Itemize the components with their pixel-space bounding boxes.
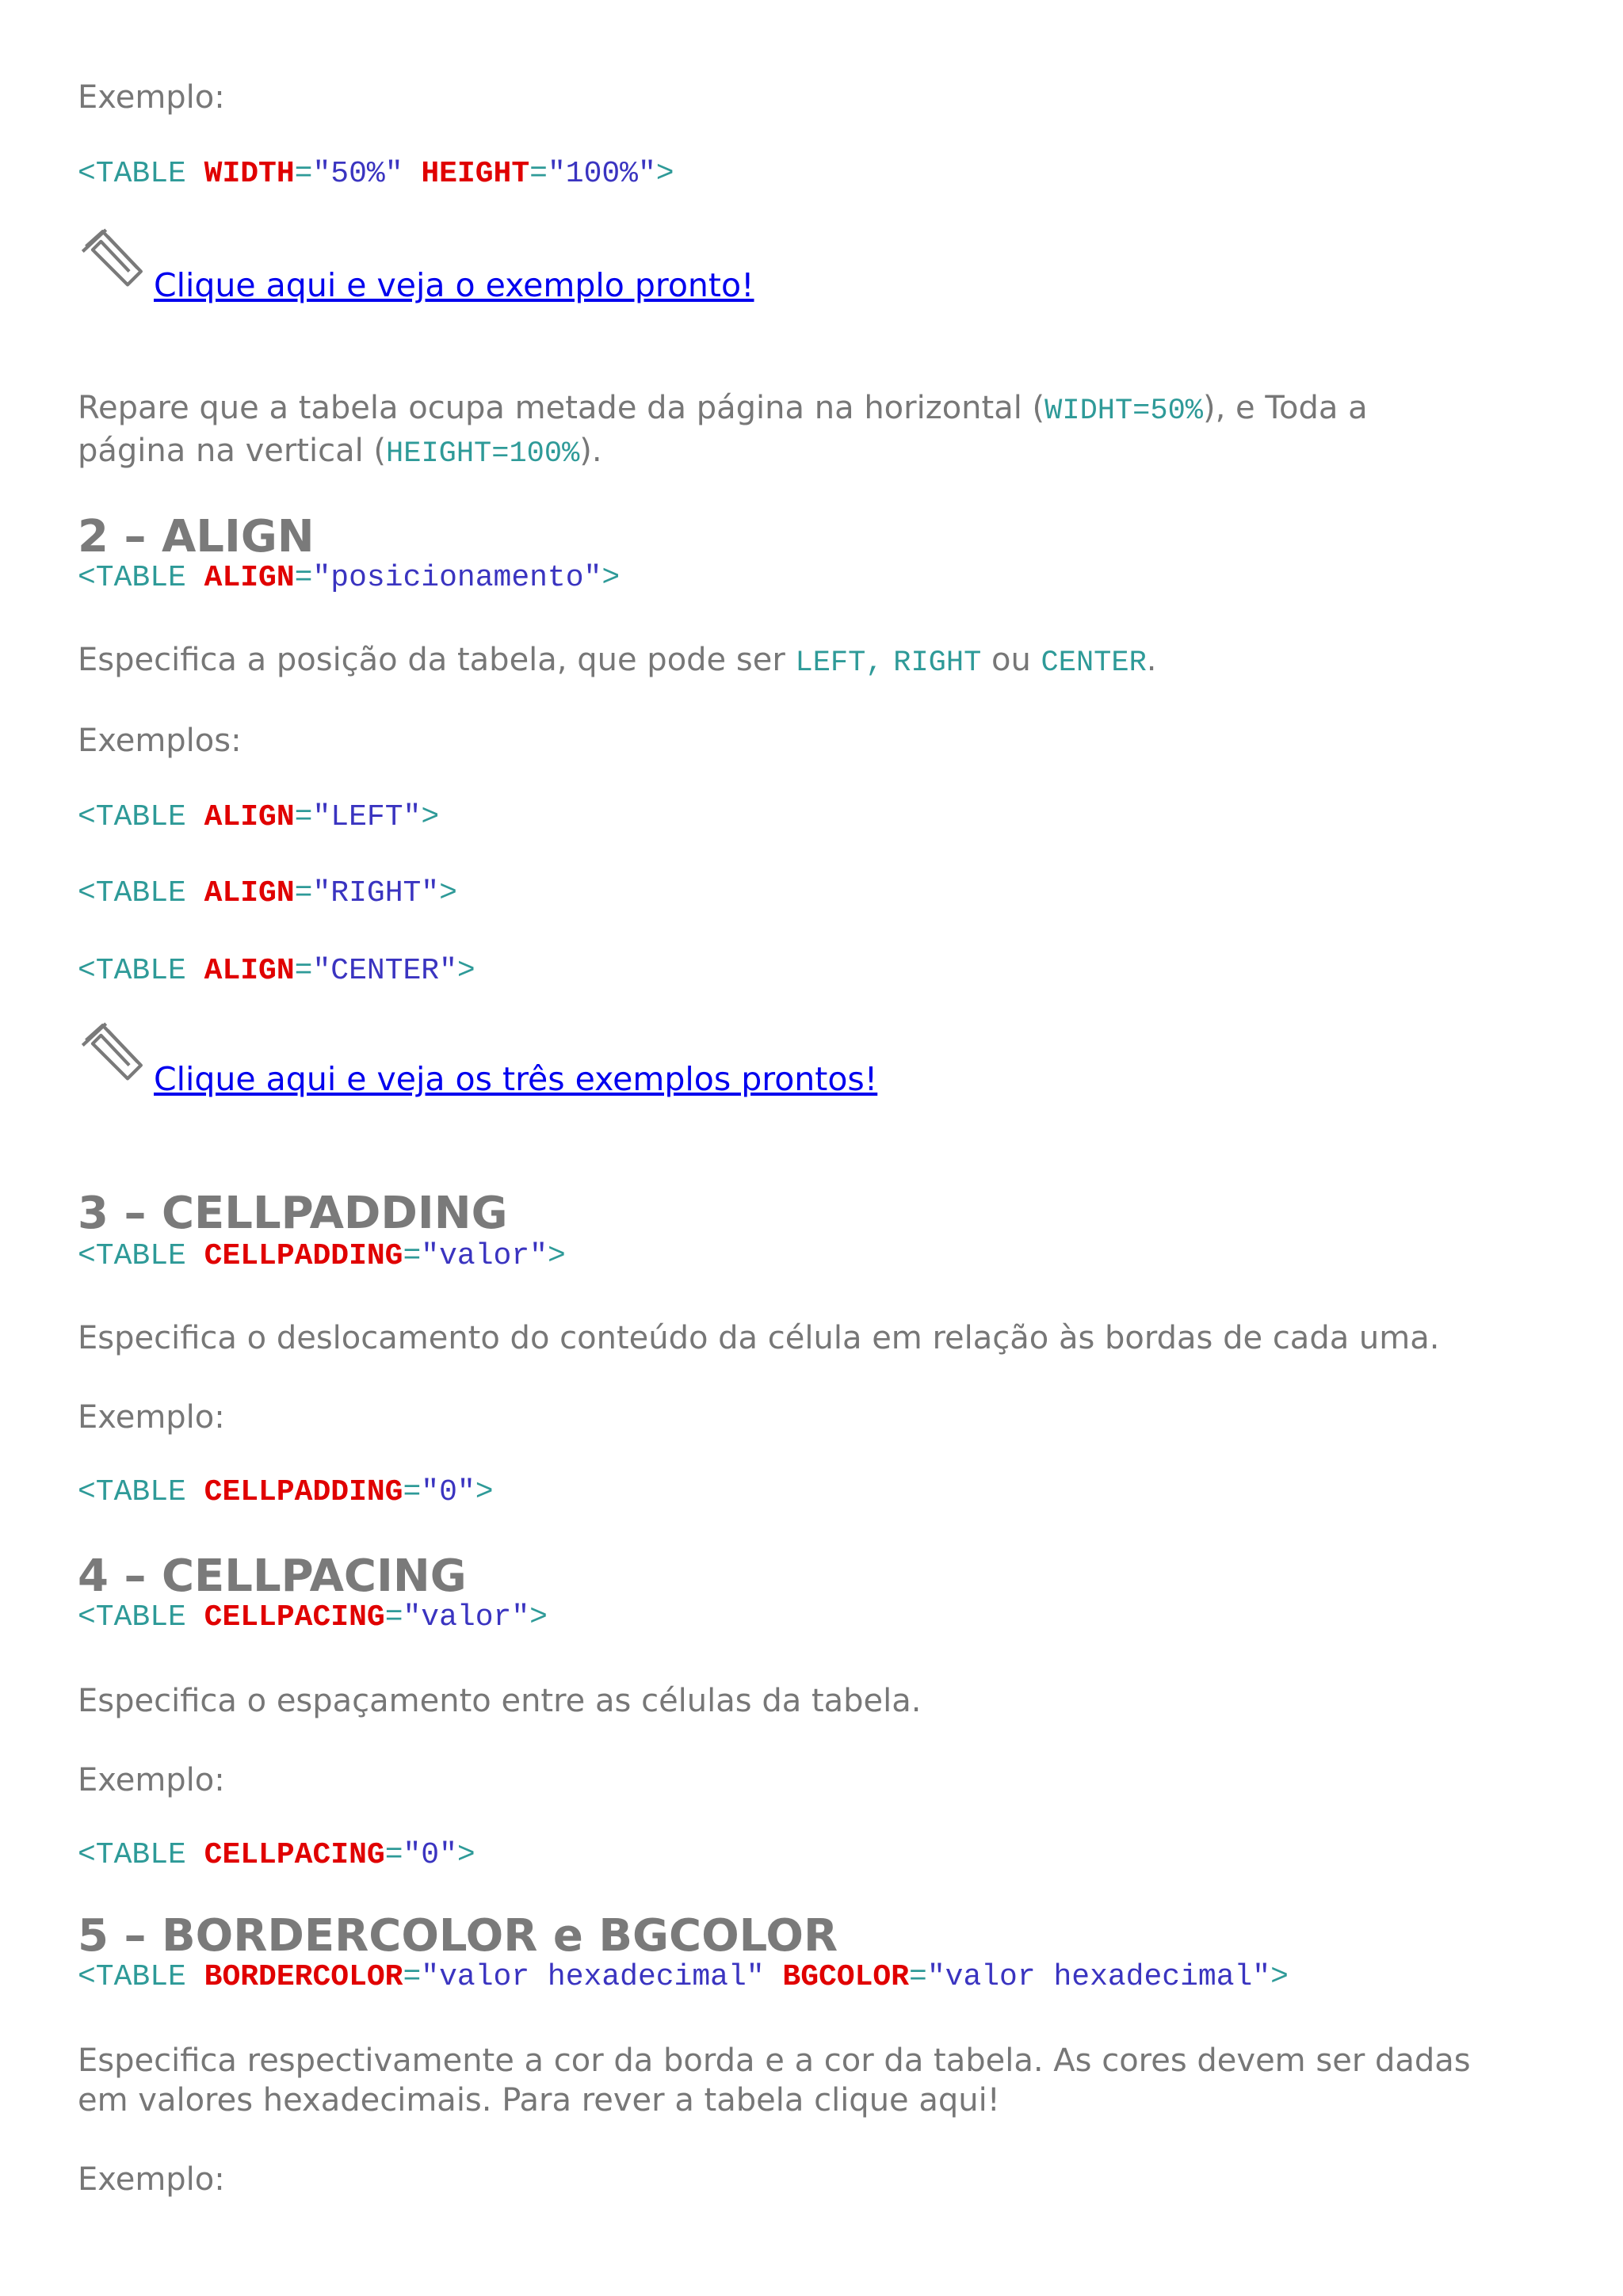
bordercolor-description-line-1: Especifica respectivamente a cor da borda e a cor da tabela. As cores devem ser dadas — [78, 2042, 1471, 2079]
code-align-left: <TABLE ALIGN="LEFT"> — [78, 800, 440, 834]
align-description: Especifica a posição da tabela, que pode ser LEFT, RIGHT ou CENTER. — [78, 642, 1157, 680]
code-cellpadding-syntax: <TABLE CELLPADDING="valor"> — [78, 1239, 566, 1273]
code-width-height: <TABLE WIDTH="50%" HEIGHT="100%"> — [78, 157, 674, 191]
exemplos-label: Exemplos: — [78, 723, 242, 759]
code-align-center: <TABLE ALIGN="CENTER"> — [78, 954, 475, 988]
heading-cellpadding: 3 – CELLPADDING — [78, 1188, 508, 1239]
exemplo-label: Exemplo: — [78, 79, 225, 116]
code-align-right: <TABLE ALIGN="RIGHT"> — [78, 876, 457, 910]
paperclip-icon — [78, 228, 144, 295]
heading-align: 2 – ALIGN — [78, 511, 315, 563]
note-line-1: Repare que a tabela ocupa metade da página na horizontal (WIDHT=50%), e Toda a — [78, 390, 1368, 428]
exemplo-label: Exemplo: — [78, 1399, 225, 1436]
exemplo-pronto-link[interactable]: Clique aqui e veja o exemplo pronto! — [154, 266, 754, 304]
code-align-syntax: <TABLE ALIGN="posicionamento"> — [78, 561, 621, 595]
heading-cellpacing: 4 – CELLPACING — [78, 1550, 467, 1602]
exemplo-label: Exemplo: — [78, 2161, 225, 2198]
cellpadding-description: Especifica o deslocamento do conteúdo da célula em relação às bordas de cada uma. — [78, 1320, 1440, 1356]
heading-bordercolor-bgcolor: 5 – BORDERCOLOR e BGCOLOR — [78, 1910, 838, 1962]
exemplo-label: Exemplo: — [78, 1762, 225, 1798]
code-cellpacing-syntax: <TABLE CELLPACING="valor"> — [78, 1600, 548, 1634]
code-cellpadding-example: <TABLE CELLPADDING="0"> — [78, 1475, 494, 1509]
paperclip-icon — [78, 1022, 144, 1089]
cellpacing-description: Especifica o espaçamento entre as células da tabela. — [78, 1683, 922, 1719]
tres-exemplos-link[interactable]: Clique aqui e veja os três exemplos prontos! — [154, 1060, 878, 1098]
code-cellpacing-example: <TABLE CELLPACING="0"> — [78, 1838, 475, 1872]
bordercolor-description-line-2: em valores hexadecimais. Para rever a tabela clique aqui! — [78, 2082, 1000, 2119]
note-line-2: página na vertical (HEIGHT=100%). — [78, 433, 602, 471]
code-bordercolor-syntax: <TABLE BORDERCOLOR="valor hexadecimal" BGCOLOR="valor hexadecimal"> — [78, 1960, 1289, 1994]
